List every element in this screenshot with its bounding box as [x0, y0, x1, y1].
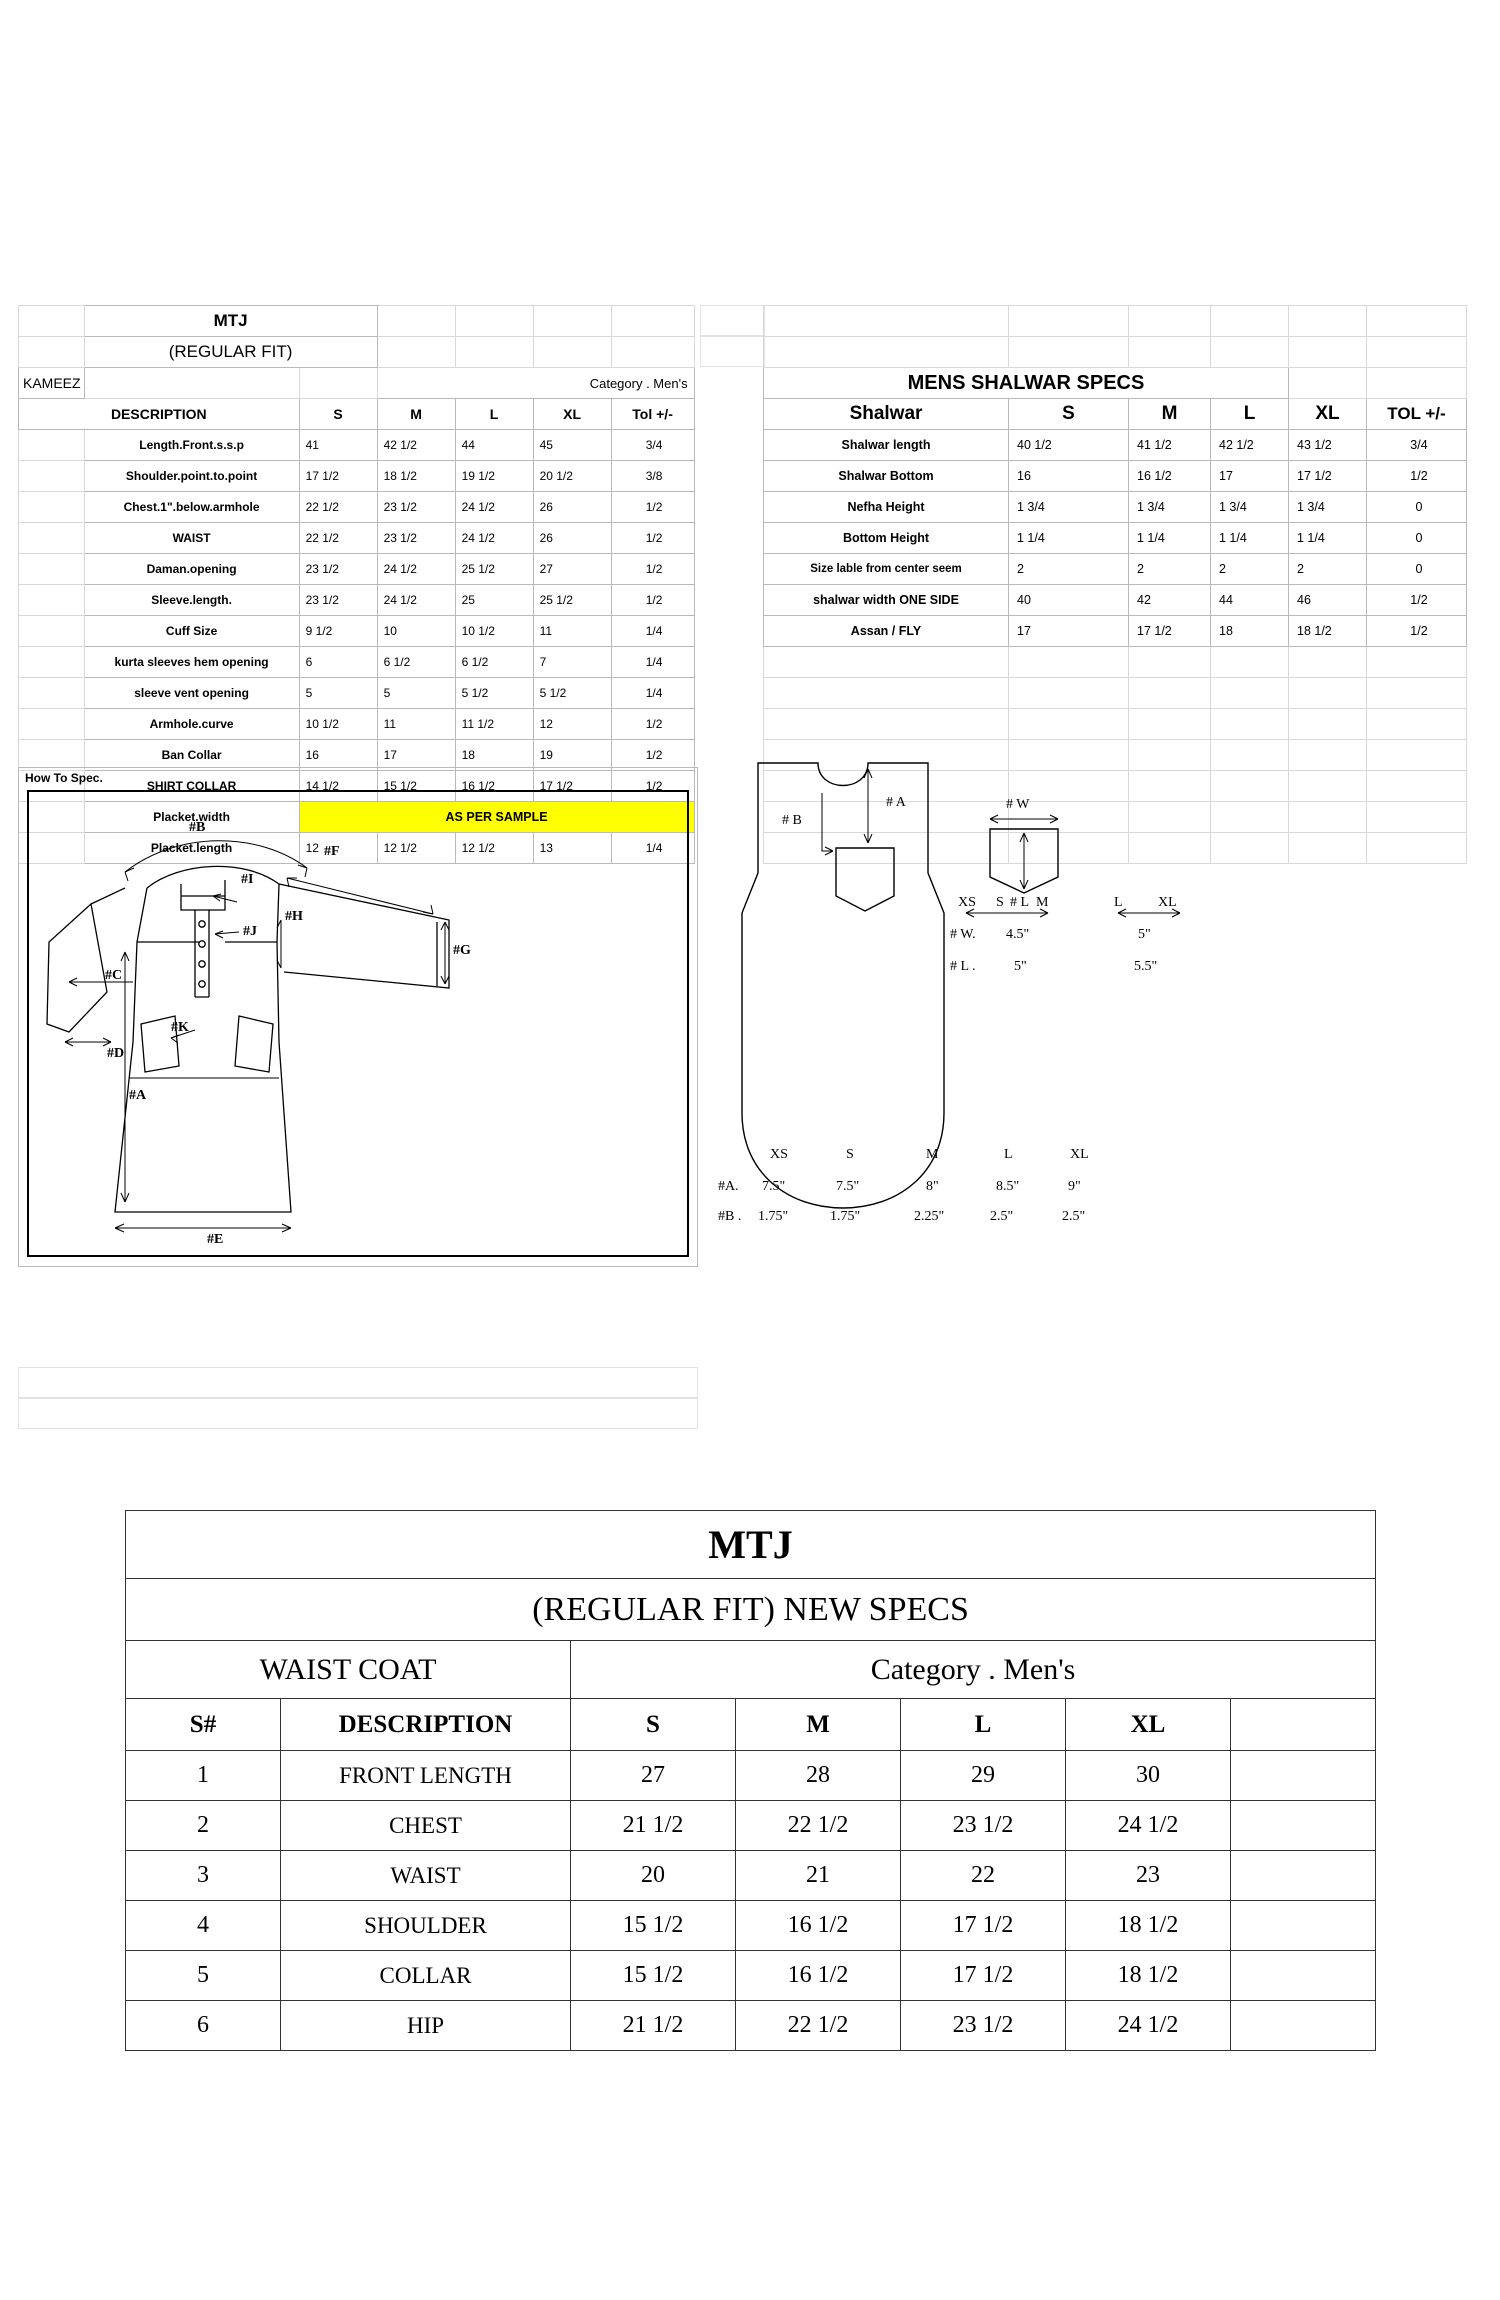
- grid-cell: [700, 336, 765, 367]
- cell-m: 16 1/2: [736, 1951, 901, 2001]
- cell-m: 42: [1129, 585, 1211, 616]
- cell-m: 41 1/2: [1129, 430, 1211, 461]
- col-xl: XL: [1289, 399, 1367, 430]
- cell-tol: 1/2: [611, 771, 694, 802]
- table-row: [19, 306, 695, 337]
- cell-l: 5 1/2: [455, 678, 533, 709]
- col-m: M: [377, 399, 455, 430]
- cell-l: 17 1/2: [901, 1951, 1066, 2001]
- cell-s: 17: [1009, 616, 1129, 647]
- a-s: 7.5": [836, 1179, 860, 1194]
- cell-xl: 2: [1289, 554, 1367, 585]
- bottom-category-label: Category . Men's: [571, 1641, 1376, 1699]
- row-number: 5: [126, 1951, 281, 2001]
- cell-s: 1 1/4: [1009, 523, 1129, 554]
- cell-m: 17 1/2: [1129, 616, 1211, 647]
- cell-xl: 17 1/2: [1289, 461, 1367, 492]
- table-row: [126, 1951, 1376, 2001]
- cell-l: 42 1/2: [1211, 430, 1289, 461]
- row-label: Length.Front.s.s.p: [84, 430, 299, 461]
- cell-l: 10 1/2: [455, 616, 533, 647]
- cell-tol: 1/2: [611, 554, 694, 585]
- table-row: [126, 1511, 1376, 1579]
- cell-m: 2: [1129, 554, 1211, 585]
- bottom-brand-title: MTJ: [126, 1511, 1376, 1579]
- row-label: COLLAR: [281, 1951, 571, 2001]
- cell-tol: 1/2: [611, 492, 694, 523]
- brand-title: MTJ: [84, 306, 377, 337]
- cell-l: 18: [1211, 616, 1289, 647]
- cell-tol: 1/2: [1367, 616, 1467, 647]
- shalwar-specs-title: MENS SHALWAR SPECS: [764, 368, 1289, 399]
- table-row: [764, 337, 1467, 368]
- table-row: [19, 461, 695, 492]
- body-and-pocket-drawing: [718, 753, 1488, 1273]
- cell-spare: [1231, 1801, 1376, 1851]
- table-row: [19, 740, 695, 771]
- cell-xl: 24 1/2: [1066, 2001, 1231, 2051]
- b-l: 2.5": [990, 1209, 1014, 1224]
- table-row: [764, 554, 1467, 585]
- col-l: L: [1211, 399, 1289, 430]
- cell-xl: 11: [533, 616, 611, 647]
- row-label: Shalwar length: [764, 430, 1009, 461]
- col-s: S: [299, 399, 377, 430]
- row-label: Chest.1".below.armhole: [84, 492, 299, 523]
- table-row: [19, 709, 695, 740]
- cell-m: 16 1/2: [736, 1901, 901, 1951]
- cell-xl: 12: [533, 709, 611, 740]
- pocket-placement-illustration: [718, 753, 1488, 1273]
- cell-xl: 23: [1066, 1851, 1231, 1901]
- cell-xl: 13: [533, 833, 611, 864]
- row-label: Armhole.curve: [84, 709, 299, 740]
- cell-xl: 1 1/4: [1289, 523, 1367, 554]
- row-label: Bottom Height: [764, 523, 1009, 554]
- cell-xl: 18 1/2: [1066, 1951, 1231, 2001]
- kurta-technical-drawing: [29, 792, 687, 1255]
- a-row-label: #A.: [718, 1179, 739, 1194]
- tag-j: #J: [243, 924, 257, 939]
- cell-xl: 5 1/2: [533, 678, 611, 709]
- cell-s: 14 1/2: [299, 771, 377, 802]
- cell-l: 17 1/2: [901, 1901, 1066, 1951]
- a-xs: 7.5": [762, 1179, 786, 1194]
- b-m: 2.25": [914, 1209, 945, 1224]
- cell-l: 19 1/2: [455, 461, 533, 492]
- table-row: [126, 1901, 1376, 1951]
- cell-xl: 26: [533, 492, 611, 523]
- col-s: S: [1009, 399, 1129, 430]
- table-row: [19, 616, 695, 647]
- row-label: FRONT LENGTH: [281, 1751, 571, 1801]
- cell-tol: 1/2: [611, 709, 694, 740]
- pocket-size-xl: XL: [1158, 895, 1177, 910]
- b-xs: 1.75": [758, 1209, 789, 1224]
- pocket-size-m: M: [1036, 895, 1049, 910]
- tag-g: #G: [453, 943, 471, 958]
- cell-m: 42 1/2: [377, 430, 455, 461]
- row-label: Shoulder.point.to.point: [84, 461, 299, 492]
- placket-width-note: AS PER SAMPLE: [299, 802, 694, 833]
- col-m: M: [1129, 399, 1211, 430]
- body-size-l: L: [1004, 1147, 1013, 1162]
- col-l: L: [455, 399, 533, 430]
- table-row: [764, 523, 1467, 554]
- cell-l: 11 1/2: [455, 709, 533, 740]
- cell-xl: 18 1/2: [1066, 1901, 1231, 1951]
- cell-l: 2: [1211, 554, 1289, 585]
- cell-s: 22 1/2: [299, 523, 377, 554]
- cell-l: 12 1/2: [455, 833, 533, 864]
- cell-m: 24 1/2: [377, 554, 455, 585]
- cell-m: 22 1/2: [736, 1801, 901, 1851]
- cell-tol: 1/4: [611, 833, 694, 864]
- cell-s: 15 1/2: [571, 1901, 736, 1951]
- fit-label: (REGULAR FIT): [84, 337, 377, 368]
- cell-tol: 0: [1367, 523, 1467, 554]
- cell-l: 23 1/2: [901, 2001, 1066, 2051]
- row-label: CHEST: [281, 1801, 571, 1851]
- cell-xl: 27: [533, 554, 611, 585]
- col-sno: S#: [126, 1699, 281, 1751]
- cell-l: 29: [901, 1751, 1066, 1801]
- tag-e: #E: [207, 1232, 224, 1247]
- tag-c: #C: [105, 968, 123, 983]
- row-label: Nefha Height: [764, 492, 1009, 523]
- grid-cell: [700, 305, 765, 336]
- cell-tol: 1/4: [611, 678, 694, 709]
- col-m: M: [736, 1699, 901, 1751]
- body-size-xs: XS: [770, 1147, 788, 1162]
- col-tol: TOL +/-: [1367, 399, 1467, 430]
- cell-s: 20: [571, 1851, 736, 1901]
- table-row: [19, 585, 695, 616]
- cell-tol: 3/4: [611, 430, 694, 461]
- a-m: 8": [926, 1179, 939, 1194]
- cell-xl: 30: [1066, 1751, 1231, 1801]
- body-size-xl: XL: [1070, 1147, 1089, 1162]
- cell-l: 44: [455, 430, 533, 461]
- cell-s: 16: [299, 740, 377, 771]
- row-label: Placket.width: [84, 802, 299, 833]
- description-header: DESCRIPTION: [19, 399, 300, 430]
- pocket-width-label: # W.: [950, 927, 976, 942]
- pocket-size-l: L: [1114, 895, 1123, 910]
- tag-l: # L: [1010, 895, 1030, 910]
- bottom-subtitle: (REGULAR FIT) NEW SPECS: [126, 1579, 1376, 1641]
- cell-l: 16 1/2: [455, 771, 533, 802]
- table-row: [126, 1579, 1376, 1641]
- pocket-length-label: # L .: [950, 959, 976, 974]
- pocket-width-large: 5": [1138, 927, 1151, 942]
- tag-w: # W: [1006, 797, 1030, 812]
- table-header-row: [764, 399, 1467, 430]
- cell-s: 12: [299, 833, 377, 864]
- cell-xl: 20 1/2: [533, 461, 611, 492]
- row-number: 2: [126, 1801, 281, 1851]
- cell-s: 15 1/2: [571, 1951, 736, 2001]
- tag-f: #F: [324, 844, 340, 859]
- table-row: [126, 1751, 1376, 1801]
- table-row: [19, 678, 695, 709]
- cell-spare: [1231, 1851, 1376, 1901]
- category-label: Category . Men's: [377, 368, 694, 399]
- b-row-label: #B .: [718, 1209, 742, 1224]
- row-label: Daman.opening: [84, 554, 299, 585]
- grid-cell: [18, 1398, 698, 1429]
- b-xl: 2.5": [1062, 1209, 1086, 1224]
- table-row: [19, 523, 695, 554]
- row-label: SHOULDER: [281, 1901, 571, 1951]
- cell-tol: 0: [1367, 554, 1467, 585]
- cell-m: 12 1/2: [377, 833, 455, 864]
- how-to-spec-panel: [18, 767, 698, 1267]
- cell-xl: 26: [533, 523, 611, 554]
- tag-a: #A: [129, 1088, 147, 1103]
- table-row: [764, 430, 1467, 461]
- cell-l: 24 1/2: [455, 492, 533, 523]
- row-number: 3: [126, 1851, 281, 1901]
- row-label: Assan / FLY: [764, 616, 1009, 647]
- kurta-drawing-frame: [27, 790, 689, 1257]
- cell-s: 23 1/2: [299, 554, 377, 585]
- cell-tol: 1/2: [611, 740, 694, 771]
- col-xl: XL: [533, 399, 611, 430]
- col-l: L: [901, 1699, 1066, 1751]
- table-row: [19, 337, 695, 368]
- cell-xl: 1 3/4: [1289, 492, 1367, 523]
- cell-l: 25 1/2: [455, 554, 533, 585]
- table-row: [19, 430, 695, 461]
- col-xl: XL: [1066, 1699, 1231, 1751]
- pocket-length-small: 5": [1014, 959, 1027, 974]
- cell-s: 22 1/2: [299, 492, 377, 523]
- cell-l: 1 1/4: [1211, 523, 1289, 554]
- cell-spare: [1231, 1951, 1376, 2001]
- row-number: 6: [126, 2001, 281, 2051]
- pocket-size-xs: XS: [958, 895, 976, 910]
- table-row: [764, 368, 1467, 399]
- cell-m: 23 1/2: [377, 492, 455, 523]
- cell-s: 21 1/2: [571, 1801, 736, 1851]
- table-row: [764, 647, 1467, 678]
- cell-s: 6: [299, 647, 377, 678]
- cell-m: 1 3/4: [1129, 492, 1211, 523]
- cell-l: 44: [1211, 585, 1289, 616]
- table-header-row: [126, 1699, 1376, 1751]
- cell-s: 5: [299, 678, 377, 709]
- col-spare: [1231, 1699, 1376, 1751]
- cell-s: 2: [1009, 554, 1129, 585]
- table-row: [764, 306, 1467, 337]
- table-row: [19, 492, 695, 523]
- a-l: 8.5": [996, 1179, 1020, 1194]
- cell-s: 1 3/4: [1009, 492, 1129, 523]
- cell-l: 17: [1211, 461, 1289, 492]
- cell-m: 6 1/2: [377, 647, 455, 678]
- row-label: Cuff Size: [84, 616, 299, 647]
- row-label: sleeve vent opening: [84, 678, 299, 709]
- cell-l: 24 1/2: [455, 523, 533, 554]
- row-label: kurta sleeves hem opening: [84, 647, 299, 678]
- cell-tol: 0: [1367, 492, 1467, 523]
- table-row: [764, 585, 1467, 616]
- cell-l: 6 1/2: [455, 647, 533, 678]
- row-label: shalwar width ONE SIDE: [764, 585, 1009, 616]
- waist-coat-new-specs-table: [125, 1510, 1375, 2051]
- row-number: 4: [126, 1901, 281, 1951]
- cell-s: 27: [571, 1751, 736, 1801]
- row-label: Sleeve.length.: [84, 585, 299, 616]
- row-label: Size lable from center seem: [764, 554, 1009, 585]
- cell-xl: 18 1/2: [1289, 616, 1367, 647]
- cell-tol: 1/2: [611, 585, 694, 616]
- cell-tol: 1/4: [611, 616, 694, 647]
- cell-xl: 45: [533, 430, 611, 461]
- table-row: [19, 647, 695, 678]
- cell-xl: 25 1/2: [533, 585, 611, 616]
- col-s: S: [571, 1699, 736, 1751]
- table-row: [126, 2001, 1376, 2051]
- cell-xl: 17 1/2: [533, 771, 611, 802]
- row-label: Placket.length: [84, 833, 299, 864]
- tag-b: #B: [189, 820, 206, 835]
- grid-cell: [18, 1367, 698, 1398]
- cell-s: 40 1/2: [1009, 430, 1129, 461]
- cell-tol: 1/4: [611, 647, 694, 678]
- table-row: [764, 709, 1467, 740]
- cell-s: 16: [1009, 461, 1129, 492]
- cell-m: 28: [736, 1751, 901, 1801]
- row-label: SHIRT COLLAR: [84, 771, 299, 802]
- how-to-spec-caption: How To Spec.: [25, 771, 103, 785]
- tag-i: #I: [241, 872, 254, 887]
- table-row: [764, 678, 1467, 709]
- table-row: [19, 554, 695, 585]
- cell-s: 41: [299, 430, 377, 461]
- shalwar-row-header: Shalwar: [764, 399, 1009, 430]
- tag-a-body: # A: [886, 795, 906, 810]
- row-label: WAIST: [84, 523, 299, 554]
- tag-d: #D: [107, 1046, 125, 1061]
- cell-s: 17 1/2: [299, 461, 377, 492]
- b-s: 1.75": [830, 1209, 861, 1224]
- a-xl: 9": [1068, 1179, 1081, 1194]
- cell-tol: 1/2: [611, 523, 694, 554]
- row-label: HIP: [281, 2001, 571, 2051]
- table-row: [19, 368, 695, 399]
- cell-m: 21: [736, 1851, 901, 1901]
- cell-tol: 3/4: [1367, 430, 1467, 461]
- cell-xl: 46: [1289, 585, 1367, 616]
- row-number: 1: [126, 1751, 281, 1801]
- table-row: [126, 1801, 1376, 1851]
- cell-s: 23 1/2: [299, 585, 377, 616]
- cell-m: 15 1/2: [377, 771, 455, 802]
- table-row: [126, 1641, 1376, 1699]
- cell-spare: [1231, 2001, 1376, 2051]
- row-label: WAIST: [281, 1851, 571, 1901]
- cell-spare: [1231, 1901, 1376, 1951]
- cell-m: 5: [377, 678, 455, 709]
- garment-label: KAMEEZ: [19, 368, 85, 399]
- table-row: [126, 1851, 1376, 1901]
- body-size-m: M: [926, 1147, 939, 1162]
- cell-m: 16 1/2: [1129, 461, 1211, 492]
- cell-xl: 19: [533, 740, 611, 771]
- cell-m: 22 1/2: [736, 2001, 901, 2051]
- table-row: [764, 492, 1467, 523]
- cell-m: 24 1/2: [377, 585, 455, 616]
- pocket-size-s: S: [996, 895, 1004, 910]
- bottom-garment-label: WAIST COAT: [126, 1641, 571, 1699]
- row-label: Ban Collar: [84, 740, 299, 771]
- table-row: [764, 616, 1467, 647]
- cell-m: 10: [377, 616, 455, 647]
- cell-m: 17: [377, 740, 455, 771]
- table-header-row: [19, 399, 695, 430]
- pocket-length-large: 5.5": [1134, 959, 1158, 974]
- cell-l: 23 1/2: [901, 1801, 1066, 1851]
- cell-m: 11: [377, 709, 455, 740]
- col-tol: Tol +/-: [611, 399, 694, 430]
- cell-l: 1 3/4: [1211, 492, 1289, 523]
- cell-tol: 1/2: [1367, 585, 1467, 616]
- body-size-s: S: [846, 1147, 854, 1162]
- pocket-width-small: 4.5": [1006, 927, 1030, 942]
- cell-l: 25: [455, 585, 533, 616]
- tag-b-body: # B: [782, 813, 802, 828]
- cell-xl: 7: [533, 647, 611, 678]
- cell-s: 40: [1009, 585, 1129, 616]
- cell-m: 18 1/2: [377, 461, 455, 492]
- cell-spare: [1231, 1751, 1376, 1801]
- cell-xl: 24 1/2: [1066, 1801, 1231, 1851]
- tag-h: #H: [285, 909, 303, 924]
- cell-tol: 1/2: [1367, 461, 1467, 492]
- cell-tol: 3/8: [611, 461, 694, 492]
- cell-m: 1 1/4: [1129, 523, 1211, 554]
- cell-l: 18: [455, 740, 533, 771]
- cell-xl: 43 1/2: [1289, 430, 1367, 461]
- tag-k: #K: [171, 1020, 189, 1035]
- table-row: [764, 461, 1467, 492]
- cell-m: 23 1/2: [377, 523, 455, 554]
- cell-s: 21 1/2: [571, 2001, 736, 2051]
- row-label: Shalwar Bottom: [764, 461, 1009, 492]
- col-description: DESCRIPTION: [281, 1699, 571, 1751]
- cell-s: 9 1/2: [299, 616, 377, 647]
- cell-l: 22: [901, 1851, 1066, 1901]
- cell-s: 10 1/2: [299, 709, 377, 740]
